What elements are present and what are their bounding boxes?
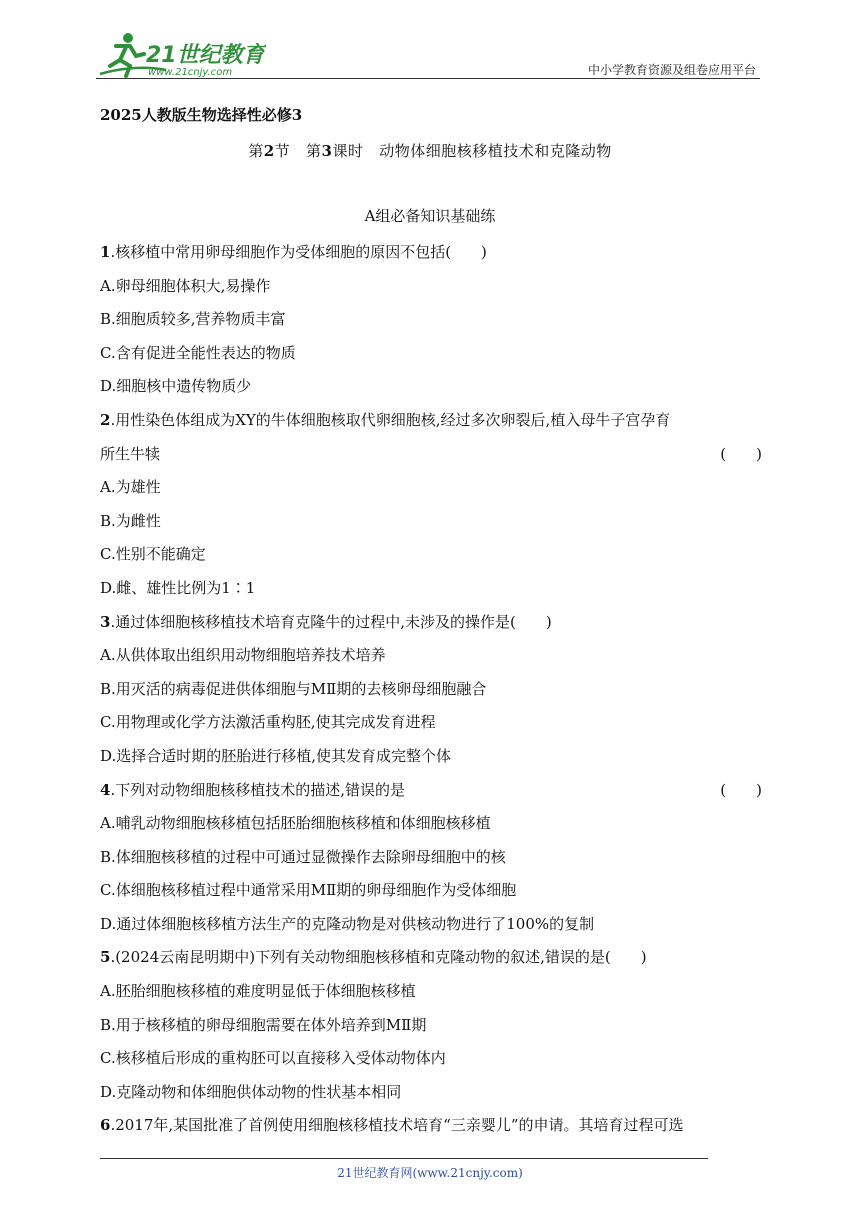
logo	[96, 30, 266, 80]
answer-blank: ( )	[720, 444, 762, 463]
option: C.性别不能确定	[100, 545, 206, 564]
option: A.胚胎细胞核移植的难度明显低于体细胞核移植	[100, 982, 416, 1001]
option: D.克隆动物和体细胞供体动物的性状基本相同	[100, 1082, 402, 1101]
footer-source: 21世纪教育网(www.21cnjy.com)	[337, 1166, 523, 1180]
header-divider	[96, 78, 760, 79]
option: C.体细胞核移植过程中通常采用MⅡ期的卵母细胞作为受体细胞	[100, 881, 517, 900]
document-title: 2025人教版生物选择性必修3	[100, 106, 303, 124]
section-title: A组必备知识基础练	[364, 207, 496, 225]
page-header	[0, 0, 860, 90]
option: A.从供体取出组织用动物细胞培养技术培养	[100, 646, 386, 665]
answer-blank: ( )	[720, 780, 762, 799]
question-stem-continued: 所生牛犊 ( )	[100, 438, 762, 472]
question-stem: 5.(2024云南昆明期中)下列有关动物细胞核移植和克隆动物的叙述,错误的是( )	[100, 948, 647, 967]
option: B.体细胞核移植的过程中可通过显微操作去除卵母细胞中的核	[100, 847, 506, 866]
option: A.卵母细胞体积大,易操作	[100, 276, 271, 295]
option: D.细胞核中遗传物质少	[100, 377, 252, 396]
option: C.核移植后形成的重构胚可以直接移入受体动物体内	[100, 1049, 446, 1068]
option: D.通过体细胞核移植方法生产的克隆动物是对供核动物进行了100%的复制	[100, 914, 595, 933]
option: B.为雌性	[100, 511, 161, 530]
lesson-title: 第2节 第3课时 动物体细胞核移植技术和克隆动物	[248, 142, 612, 160]
option: B.细胞质较多,营养物质丰富	[100, 310, 286, 329]
question-stem: 6.2017年,某国批准了首例使用细胞核移植技术培育“三亲婴儿”的申请。其培育过程可选	[100, 1116, 684, 1135]
option: B.用于核移植的卵母细胞需要在体外培养到MⅡ期	[100, 1015, 427, 1034]
option: D.选择合适时期的胚胎进行移植,使其发育成完整个体	[100, 746, 452, 765]
option: D.雌、雄性比例为1∶1	[100, 578, 256, 597]
platform-name: 中小学教育资源及组卷应用平台	[587, 63, 756, 77]
option: A.哺乳动物细胞核移植包括胚胎细胞核移植和体细胞核移植	[100, 814, 491, 833]
question-stem: 1.核移植中常用卵母细胞作为受体细胞的原因不包括( )	[100, 243, 487, 261]
question-list	[100, 236, 762, 1143]
question-stem: 2.用性染色体组成为XY的牛体细胞核取代卵细胞核,经过多次卵裂后,植入母牛子宫孕育	[100, 410, 671, 429]
question-stem: 4.下列对动物细胞核移植技术的描述,错误的是 ( )	[100, 774, 762, 808]
option: C.含有促进全能性表达的物质	[100, 343, 296, 362]
question-stem: 3.通过体细胞核移植技术培育克隆牛的过程中,未涉及的操作是( )	[100, 612, 552, 631]
option: A.为雄性	[100, 478, 161, 497]
svg-text:www.21cnjy.com: www.21cnjy.com	[148, 67, 233, 78]
option: C.用物理或化学方法激活重构胚,使其完成发育进程	[100, 713, 436, 732]
footer-divider	[100, 1158, 708, 1159]
runner-logo-icon	[96, 30, 266, 80]
svg-text:21世纪教育: 21世纪教育	[146, 43, 265, 68]
option: B.用灭活的病毒促进供体细胞与MⅡ期的去核卵母细胞融合	[100, 679, 487, 698]
